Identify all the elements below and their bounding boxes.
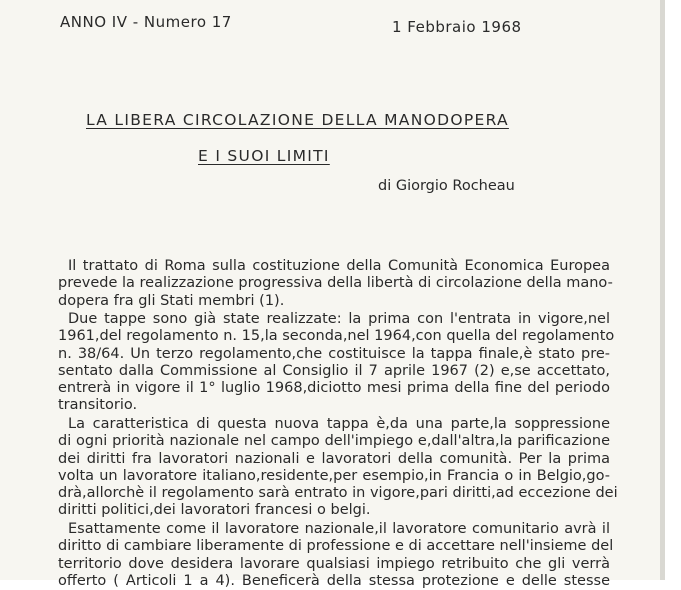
- page-edge: [660, 0, 665, 580]
- article-title-line-1: LA LIBERA CIRCOLAZIONE DELLA MANODOPERA: [86, 111, 509, 129]
- issue-date: 1 Febbraio 1968: [392, 18, 522, 36]
- paragraph-2: [58, 311, 615, 415]
- text-line: Il trattato di Roma sulla costituzione della Comunità Economica Europea: [68, 258, 610, 274]
- text-line: diritti politici,dei lavoratori francesi o belgi.: [58, 502, 371, 519]
- text-line: dopera fra gli Stati membri (1).: [58, 292, 285, 309]
- article-title-line-2: E I SUOI LIMITI: [198, 147, 330, 165]
- paragraph-4: [58, 521, 614, 590]
- text-line: sentato dalla Commissione al Consiglio il 7 aprile 1967 (2) e,se accettato,: [58, 362, 610, 379]
- text-line: volta un lavoratore italiano,residente,per esempio,in Francia o in Belgio,go-: [58, 467, 610, 484]
- text-line: drà,allorchè il regolamento sarà entrato in vigore,pari diritti,ad eccezione dei: [58, 485, 618, 502]
- article-author: di Giorgio Rocheau: [378, 178, 515, 194]
- text-line: Esattamente come il lavoratore nazionale,il lavoratore comunitario avrà il: [68, 521, 610, 537]
- text-line: prevede la realizzazione progressiva della libertà di circolazione della mano-: [58, 275, 613, 292]
- paragraph-3: [58, 416, 618, 520]
- text-line: La caratteristica di questa nuova tappa è,da una parte,la soppressione: [68, 416, 610, 432]
- text-line: dei diritti fra lavoratori nazionali e lavoratori della comunità. Per la prima: [58, 450, 610, 467]
- text-line: diritto di cambiare liberamente di professione e di accettare nell'insieme del: [58, 538, 614, 555]
- paragraph-1: [58, 258, 613, 310]
- text-line: entrerà in vigore il 1° luglio 1968,diciotto mesi prima della fine del periodo: [58, 380, 610, 397]
- text-line: 1961,del regolamento n. 15,la seconda,nel 1964,con quella del regolamento: [58, 328, 615, 345]
- text-line: transitorio.: [58, 397, 138, 414]
- text-line: Due tappe sono già state realizzate: la prima con l'entrata in vigore,nel: [68, 311, 610, 327]
- text-line: di ogni priorità nazionale nel campo dell'impiego e,dall'altra,la parificazione: [58, 433, 610, 450]
- text-line: territorio dove desidera lavorare qualsiasi impiego retribuito che gli verrà: [58, 555, 610, 572]
- text-line: n. 38/64. Un terzo regolamento,che costituisce la tappa finale,è stato pre-: [58, 345, 610, 362]
- issue-number: ANNO IV - Numero 17: [60, 13, 232, 31]
- text-line: offerto ( Articoli 1 a 4). Beneficerà della stessa protezione e delle stesse: [58, 572, 610, 589]
